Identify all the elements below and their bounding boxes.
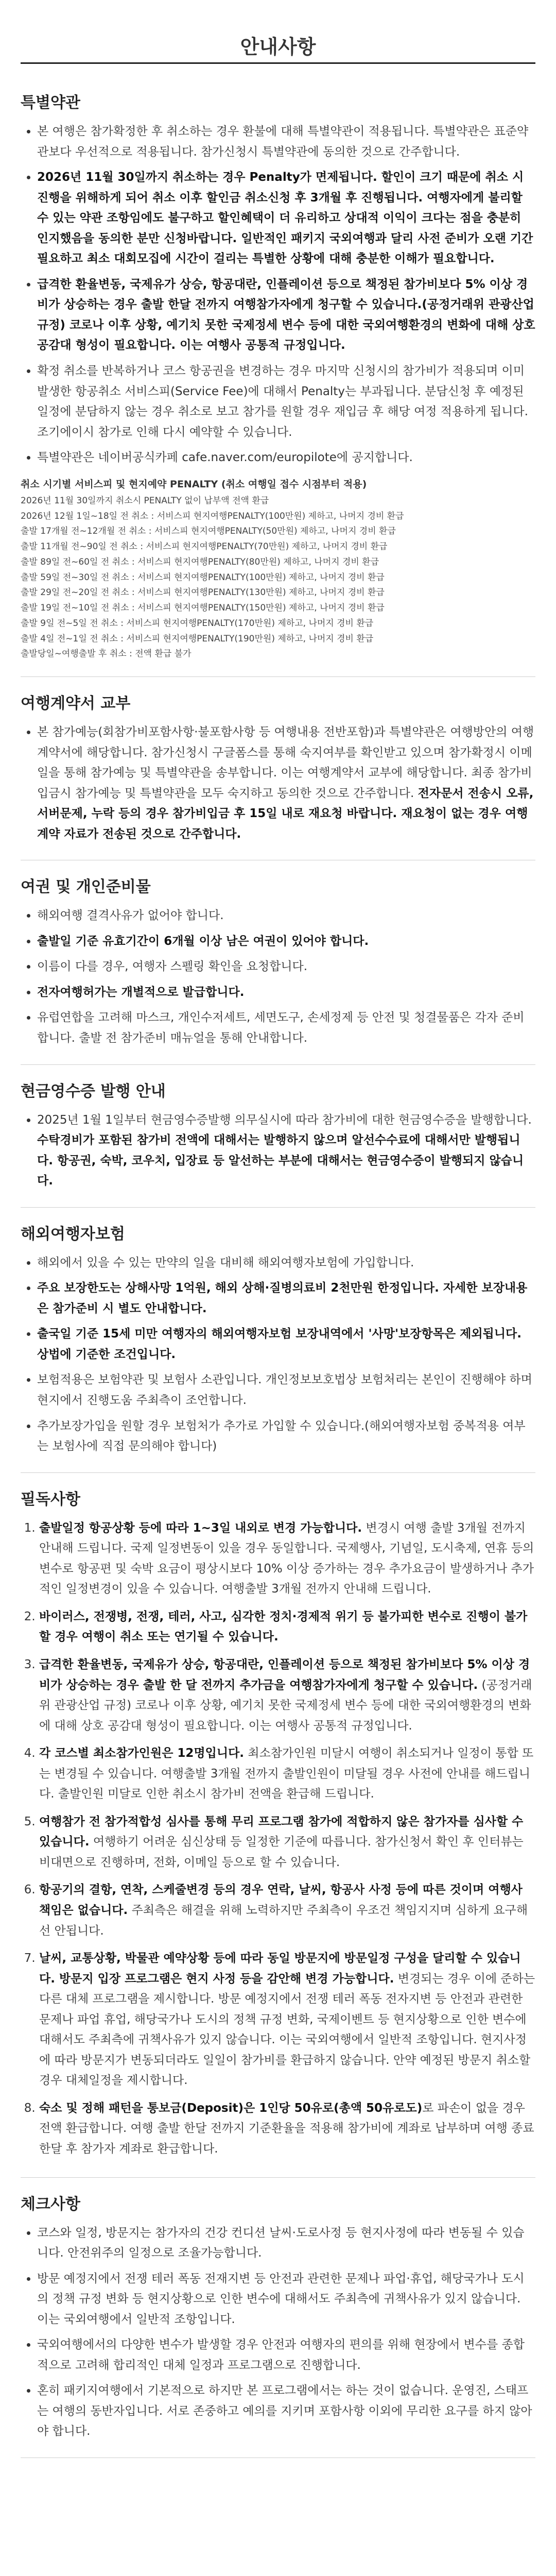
bullet-list: [21, 2223, 535, 2442]
notice-page: [21, 0, 535, 2489]
list-item-emphasis: 2026년 11월 30일까지 취소하는 경우 Penalty가 면제됩니다. 할인이 크기 때문에 취소 시 진행을 위해하게 되어 취소 이후 할인금 취소신청 후 3개월 후 진행됩니다. 여행자에게 불리할 수 있는 약관 조항임에도 불구하고 할인혜택이 더 유리하고 상대적 이익이 크다는 점을 충분히 인지했음을 동의한 분만 신청바랍니다. 일반적인 패키지 국외여행과 달리 사전 준비가 오랜 기간 필요하고 최소 대회모집에 시간이 걸리는 특별한 상황에 대해 충분한 이해가 필요합니다.: [37, 171, 533, 266]
list-item: [37, 2269, 535, 2330]
list-item-text: 이름이 다를 경우, 여행자 스펠링 확인을 요청합니다.: [37, 960, 308, 974]
list-item: [39, 1518, 535, 1600]
list-item: [37, 722, 535, 844]
list-item-emphasis: 날씨, 교통상황, 박물관 예약상황 등에 따라 동일 방문지에 방문일정 구성을 달리할 수 있습니다. 방문지 입장 프로그램은 현지 사정 등을 감안해 변경 가능합니다.: [39, 1952, 521, 1986]
penalty-line: 출발 4일 전~1일 전 취소 : 서비스피 현지여행PENALTY(190만원) 제하고, 나머지 경비 환급: [21, 633, 374, 644]
list-item-text: 코스와 일정, 방문지는 참가자의 건강 컨디션 날씨·도로사정 등 현지사정에 따라 변동될 수 있습니다. 안전위주의 일정으로 조율가능합니다.: [37, 2226, 525, 2260]
penalty-schedule: [21, 477, 535, 662]
list-item-text: 주최측은 해결을 위해 노력하지만 주최측이 우조건 책임지지며 심하게 요구해선 안됩니다.: [39, 1903, 528, 1938]
list-item: [37, 122, 535, 162]
section-heading: 필독사항: [21, 1490, 80, 1509]
penalty-line: 2026년 11월 30일까지 취소시 PENALTY 없이 납부액 전액 환급: [21, 495, 269, 506]
section-heading: 여행계약서 교부: [21, 694, 131, 713]
list-item: [37, 982, 535, 1003]
list-item-text: 추가보장가입을 원할 경우 보험처가 추가로 가입할 수 있습니다.(해외여행자보험 중복적용 여부는 보험사에 직접 문의해야 합니다): [37, 1419, 526, 1453]
section-contract: [21, 677, 535, 860]
penalty-line: 출발 9일 전~5일 전 취소 : 서비스피 현지여행PENALTY(170만원) 제하고, 나머지 경비 환급: [21, 618, 374, 629]
page-title: 안내사항: [240, 36, 316, 58]
list-item: [37, 1253, 535, 1274]
list-item: [39, 1948, 535, 2091]
section-heading: 체크사항: [21, 2195, 80, 2213]
list-item-emphasis: 바이러스, 전쟁병, 전쟁, 테러, 사고, 심각한 정치·경제적 위기 등 불가피한 변수로 진행이 불가할 경우 여행이 취소 또는 연기될 수 있습니다.: [39, 1609, 528, 1644]
list-item-text: 2025년 1월 1일부터 현금영수증발행 의무실시에 따라 참가비에 대한 현금영수증을 발행합니다.: [37, 1113, 532, 1127]
list-item: [37, 2223, 535, 2264]
list-item-emphasis: 출국일 기준 15세 미만 여행자의 해외여행자보험 보장내역에서 '사망'보장항목은 제외됩니다. 상법에 기준한 조건입니다.: [37, 1327, 522, 1361]
penalty-line: 출발 17개월 전~12개월 전 취소 : 서비스피 현지여행PENALTY(50만원) 제하고, 나머지 경비 환급: [21, 526, 396, 537]
list-item-emphasis: 출발일 기준 유효기간이 6개월 이상 남은 여권이 있어야 합니다.: [37, 934, 369, 948]
list-item: [37, 1008, 535, 1048]
list-item-text: (공정거래위 관광산업 규정) 코로나 이후 상황, 예기치 못한 국제정세 변수 등에 대한 국외여행환경의 변화에 대해 상호 공감대 형성이 필요합니다. 이는 여행사 공통적 규정입니다.: [39, 1678, 532, 1733]
list-item-text: 로 파손이 없을 경우 전액 환급합니다. 여행 출발 한달 전까지 기준환율을 적용해 참가비에 계좌로 납부하며 여행 종료 한달 후 참가자 계좌로 환급합니다.: [39, 2101, 534, 2156]
list-item: [37, 1416, 535, 1457]
section-special-terms: [21, 76, 535, 677]
list-item: [37, 931, 535, 952]
list-item-emphasis: 전자문서 전송시 오류, 서버문제, 누락 등의 경우 참가비입금 후 15일 내로 재요청 바랍니다. 재요청이 없는 경우 여행계약 자료가 전송된 것으로 간주합니다.: [37, 786, 534, 841]
list-item-text: 국외여행에서의 다양한 변수가 발생할 경우 안전과 여행자의 편의를 위해 현장에서 변수를 종합적으로 고려해 합리적인 대체 일정과 프로그램으로 진행합니다.: [37, 2338, 525, 2372]
list-item-text: 혼히 패키지여행에서 기본적으로 하지만 본 프로그램에서는 하는 것이 없습니다. 운영진, 스태프는 여행의 동반자입니다. 서로 존중하고 예의를 지키며 포함사항 이외에 무리한 요구를 하지 않아야 합니다.: [37, 2384, 532, 2438]
penalty-line: 출발 29일 전~20일 전 취소 : 서비스피 현지여행PENALTY(130만원) 제하고, 나머지 경비 환급: [21, 587, 385, 598]
list-item: [39, 1607, 535, 1648]
list-item-emphasis: 급격한 환율변동, 국제유가 상승, 항공대란, 인플레이션 등으로 책정된 참가비보다 5% 이상 경비가 상승하는 경우 출발 한 달 전까지 추가금을 여행참가자에게 청구할 수 있습니다.: [39, 1657, 530, 1692]
list-item-text: 해외여행 결격사유가 없어야 합니다.: [37, 909, 224, 923]
list-item-text: 확정 취소를 반복하거나 코스 항공권을 변경하는 경우 마지막 신청시의 참가비가 적용되며 이미 발생한 항공취소 서비스피(Service Fee)에 대해서 Penalty는 부과됩니다. 분담신청 후 예정된 일정에 분담하지 않는 경우 취소로 보고 참가를 원할 경우 재입금 후 해당 여정 적용하게 됩니다. 조기에이시 참가로 인해 다시 예약할 수 있습니다.: [37, 364, 528, 439]
section-heading: 해외여행자보험: [21, 1225, 125, 1243]
penalty-line: 출발 59일 전~30일 전 취소 : 서비스피 현지여행PENALTY(100만원) 제하고, 나머지 경비 환급: [21, 572, 385, 583]
title-divider: [21, 62, 535, 64]
bullet-list: [21, 722, 535, 844]
list-item-emphasis: 숙소 및 정해 패턴을 통보금(Deposit)은 1인당 50유로(총액 50유로도): [39, 2101, 423, 2115]
section-heading: 특별약관: [21, 94, 80, 112]
penalty-schedule-title: 취소 시기별 서비스피 및 현지예약 PENALTY (취소 여행일 접수 시점부터 적용): [21, 478, 367, 490]
section-heading: 여권 및 개인준비물: [21, 878, 151, 896]
list-item: [37, 1278, 535, 1319]
penalty-line: 출발 11개월 전~90일 전 취소 : 서비스피 현지여행PENALTY(70만원) 제하고, 나머지 경비 환급: [21, 541, 388, 552]
list-item-text: 본 참가예능(회참가비포함사항·불포함사항 등 여행내용 전반포함)과 특별약관은 여행방안의 여행계약서에 해당합니다. 참가신청시 구글폼스를 통해 숙지여부를 확인받고 있으며 참가확정시 이메일을 통해 참가예능 및 특별약관을 송부합니다. 이는 여행계약서 교부에 해당합니다. 최종 참가비입금시 참가예능 및 특별약관을 모두 숙지하고 동의한 것으로 간주합니다.: [37, 725, 534, 800]
list-item: [37, 906, 535, 926]
list-item-emphasis: 각 코스별 최소참가인원은 12명입니다.: [39, 1747, 245, 1760]
list-item-text: 보험적용은 보험약관 및 보험사 소관입니다. 개인정보보호법상 보험처리는 본인이 진행해야 하며 현지에서 진행도움 주최측이 조언합니다.: [37, 1373, 532, 1408]
list-item: [39, 1655, 535, 1736]
list-item: [37, 448, 535, 468]
list-item: [37, 2381, 535, 2442]
list-item: [37, 1324, 535, 1365]
list-item: [37, 361, 535, 443]
penalty-line: 2026년 12월 1일~18일 전 취소 : 서비스피 현지여행PENALTY(100만원) 제하고, 나머지 경비 환급: [21, 511, 404, 521]
list-item: [37, 275, 535, 356]
numbered-list: [21, 1518, 535, 2160]
list-item: [37, 1370, 535, 1411]
list-item-text: 여행하기 어려운 심신상태 등 일정한 기준에 따릅니다. 참가신청서 확인 후 인터뷰는 비대면으로 진행하며, 전화, 이메일 등으로 할 수 있습니다.: [39, 1835, 524, 1869]
list-item-text: 최소참가인원 미달시 여행이 취소되거나 일정이 통합 또는 변경될 수 있습니다. 여행출발 3개월 전까지 출발인원이 미달될 경우 사전에 안내를 해드립니다. 출발인원 미달로 인한 취소시 참가비 전액을 환급해 드립니다.: [39, 1747, 534, 1801]
list-item-emphasis: 전자여행허가는 개별적으로 발급합니다.: [37, 985, 245, 999]
list-item-emphasis: 여행참가 전 참가적합성 심사를 통해 무리 프로그램 참가에 적합하지 않은 참가자를 심사할 수 있습니다.: [39, 1815, 524, 1849]
list-item: [37, 1110, 535, 1192]
list-item-emphasis: 주요 보장한도는 상해사망 1억원, 해외 상해·질병의료비 2천만원 한정입니다. 자세한 보장내용은 참가준비 시 별도 안내합니다.: [37, 1281, 528, 1315]
list-item-emphasis: 항공기의 결항, 연착, 스케줄변경 등의 경우 연락, 날씨, 항공사 사정 등에 따른 것이며 여행사 책임은 없습니다.: [39, 1883, 523, 1917]
list-item-emphasis: 출발일정 항공상황 등에 따라 1~3일 내외로 변경 가능합니다.: [39, 1521, 362, 1535]
section-must-read: [21, 1473, 535, 2178]
list-item-text: 변경되는 경우 이에 준하는 다른 대체 프로그램을 제시합니다. 방문 예정지에서 전쟁 테러 폭동 전자지변 등 안전과 관련한 문제나 파업 휴업, 해당국가나 도시의 정책 규정 변화, 국제이벤트 등 현지상황으로 인한 변수에 대해서도 주최측에 귀책사유가 있지 않습니다. 이는 국외여행에서 일반적 조항입니다. 현지사정에 따라 방문지가 변동되더라도 일일이 참가비를 환급하지 않습니다. 안약 예정된 방문지 취소할 경우 대체일정을 제시합니다.: [39, 1972, 535, 2088]
list-item: [39, 1743, 535, 1805]
section-checklist: [21, 2178, 535, 2458]
list-item: [37, 957, 535, 977]
list-item-text: 유럽연합을 고려해 마스크, 개인수저세트, 세면도구, 손세정제 등 안전 및 청결물품은 각자 준비합니다. 출발 전 참가준비 매뉴얼을 통해 안내합니다.: [37, 1011, 525, 1045]
bullet-list: [21, 122, 535, 468]
list-item-emphasis: 수탁경비가 포함된 참가비 전액에 대해서는 발행하지 않으며 알선수수료에 대해서만 발행됩니다. 항공권, 숙박, 코우치, 입장료 등 알선하는 부분에 대해서는 현금영수증이 발행되지 않습니다.: [37, 1133, 524, 1188]
list-item-text: 방문 예정지에서 전쟁 테러 폭동 전재지변 등 안전과 관련한 문제나 파업·휴업, 해당국가나 도시의 정책 규정 변화 등 현지상황으로 인한 변수에 대해서도 주최측에 귀책사유가 있지 않습니다. 이는 국외여행에서 일반적 조항입니다.: [37, 2272, 525, 2326]
section-receipt: [21, 1065, 535, 1208]
bullet-list: [21, 1253, 535, 1457]
list-item: [37, 167, 535, 269]
section-passport: [21, 860, 535, 1064]
list-item: [39, 1880, 535, 1941]
bullet-list: [21, 906, 535, 1048]
list-item: [37, 2335, 535, 2376]
list-item-text: 본 여행은 참가확정한 후 취소하는 경우 환불에 대해 특별약관이 적용됩니다. 특별약관은 표준약관보다 우선적으로 적용됩니다. 참가신청시 특별약관에 동의한 것으로 간주합니다.: [37, 125, 529, 159]
bullet-list: [21, 1110, 535, 1192]
penalty-line: 출발당일~여행출발 후 취소 : 전액 환급 불가: [21, 649, 192, 659]
penalty-line: 출발 19일 전~10일 전 취소 : 서비스피 현지여행PENALTY(150만원) 제하고, 나머지 경비 환급: [21, 603, 385, 613]
list-item: [39, 2098, 535, 2160]
list-item-text: 해외에서 있을 수 있는 만약의 일을 대비해 해외여행자보험에 가입합니다.: [37, 1256, 414, 1269]
section-travel-insurance: [21, 1208, 535, 1473]
penalty-line: 출발 89일 전~60일 전 취소 : 서비스피 현지여행PENALTY(80만원) 제하고, 나머지 경비 환급: [21, 556, 379, 567]
list-item-text: 변경시 여행 출발 3개월 전까지 안내해 드립니다. 국제 일정변동이 있을 경우 동일합니다. 국제행사, 기념일, 도시축제, 연휴 등의 변수로 항공편 및 숙박 요금이 평상시보다 10% 이상 증가하는 경우 추가요금이 발생하거나 추가적인 일정변경이 있을 수 있습니다. 여행출발 3개월 전까지 안내해 드립니다.: [39, 1521, 534, 1596]
list-item: [39, 1812, 535, 1873]
section-heading: 현금영수증 발행 안내: [21, 1082, 166, 1100]
list-item-text: 특별약관은 네이버공식카페 cafe.naver.com/europilote에 공지합니다.: [37, 451, 413, 465]
list-item-emphasis: 급격한 환율변동, 국제유가 상승, 항공대란, 인플레이션 등으로 책정된 참가비보다 5% 이상 경비가 상승하는 경우 출발 한달 전까지 여행참가자에게 청구할 수 있습니다.(공정거래위 관광산업 규정) 코로나 이후 상황, 예기치 못한 국제정세 변수 등에 대한 국외여행환경의 변화에 대해 상호 공감대 형성이 필요합니다. 이는 여행사 공통적 규정입니다.: [37, 277, 535, 352]
